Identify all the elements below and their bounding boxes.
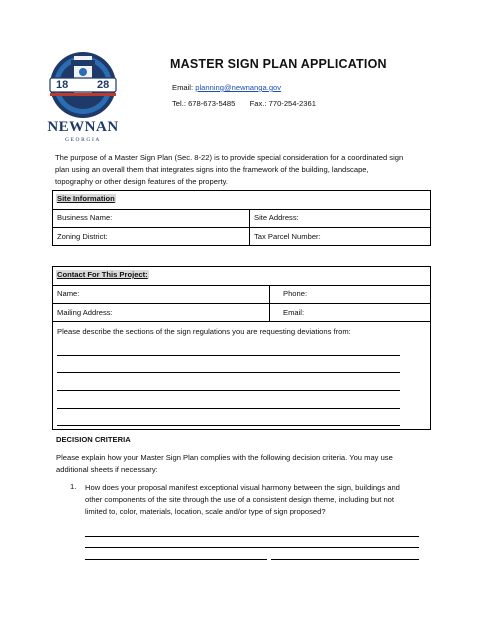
tax-parcel-field[interactable]: Tax Parcel Number: [254, 232, 321, 241]
contact-table [52, 266, 431, 430]
contact-email-field[interactable]: Email: [283, 308, 305, 317]
criteria-item-1-number: 1. [70, 482, 77, 491]
criteria-item-1-text [85, 482, 400, 518]
intro-line-3: topography or other design features of the property. [55, 177, 228, 186]
zoning-district-field[interactable]: Zoning District: [57, 232, 108, 241]
logo-city-name: NEWNAN [47, 119, 119, 135]
fax-label: Fax.: [249, 99, 267, 108]
logo-year-right: 28 [97, 79, 110, 91]
criteria-1-answer-line-3b[interactable] [271, 559, 419, 560]
criteria-1-answer-line-3a[interactable] [85, 559, 267, 560]
criteria-item-1-line-3: limited to, color, materials, location, scale and/or type of sign proposed? [85, 507, 326, 516]
deviations-answer-line-3[interactable] [57, 390, 400, 391]
criteria-1-answer-line-1[interactable] [85, 536, 419, 537]
deviations-answer-line-4[interactable] [57, 408, 400, 409]
contact-heading: Contact For This Project: [57, 270, 148, 279]
phone-fax-line [172, 99, 316, 109]
intro-line-2: plan using an overall them that integrates signs into the framework of the building, landscape, [55, 165, 369, 174]
mailing-address-field[interactable]: Mailing Address: [57, 308, 113, 317]
decision-intro-line-1: Please explain how your Master Sign Plan complies with the following decision criteria. You may use [56, 453, 393, 462]
decision-intro-line-2: additional sheets if necessary: [56, 465, 158, 474]
fax-value: 770-254-2361 [268, 99, 316, 108]
decision-criteria-heading: DECISION CRITERIA [56, 435, 131, 444]
site-information-table [52, 190, 431, 246]
site-address-field[interactable]: Site Address: [254, 213, 299, 222]
deviations-answer-line-1[interactable] [57, 355, 400, 356]
tel-value: 678-673-5485 [188, 99, 236, 108]
criteria-item-1-line-1: How does your proposal manifest exceptional visual harmony between the sign, buildings and [85, 483, 400, 492]
deviations-answer-line-5[interactable] [57, 425, 400, 426]
criteria-item-1-line-2: other components of the site through the use of a consistent design theme, including but not [85, 495, 395, 504]
contact-name-field[interactable]: Name: [57, 289, 80, 298]
intro-paragraph [55, 152, 403, 188]
email-label: Email: [172, 83, 194, 92]
logo-state-name: GEORGIA [65, 137, 101, 143]
tel-label: Tel.: [172, 99, 186, 108]
business-name-field[interactable]: Business Name: [57, 213, 113, 222]
newnan-logo [38, 48, 128, 148]
contact-phone-field[interactable]: Phone: [283, 289, 308, 298]
deviations-prompt: Please describe the sections of the sign regulations you are requesting deviations from: [57, 327, 351, 336]
page-title: MASTER SIGN PLAN APPLICATION [170, 57, 387, 71]
deviations-answer-line-2[interactable] [57, 372, 400, 373]
decision-intro [56, 452, 393, 476]
site-info-heading: Site Information [57, 194, 115, 203]
criteria-1-answer-line-2[interactable] [85, 547, 419, 548]
logo-year-left: 18 [56, 79, 69, 91]
email-link[interactable]: planning@newnanga.gov [195, 83, 282, 92]
intro-line-1: The purpose of a Master Sign Plan (Sec. 8-22) is to provide special consideration for a coordinated sign [55, 153, 404, 162]
email-line [172, 83, 281, 93]
